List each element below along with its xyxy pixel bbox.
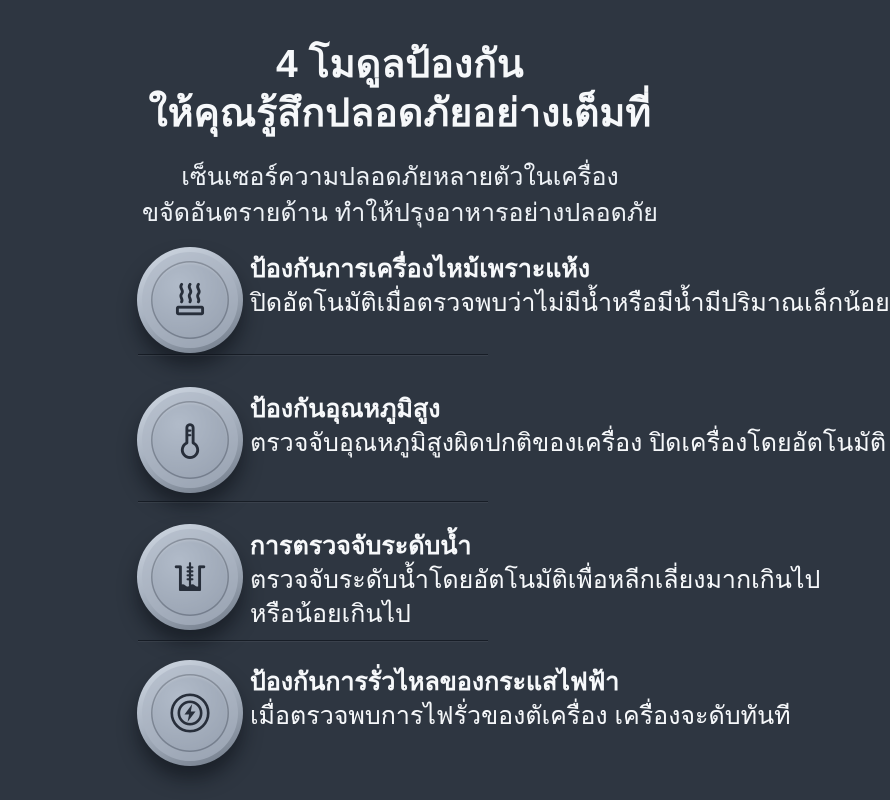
- disc-face: [151, 401, 229, 479]
- page-title-line-2: ให้คุณรู้สึกปลอดภัยอย่างเต็มที่: [148, 92, 652, 135]
- feature-water-level-detection: [137, 524, 821, 631]
- header: [0, 40, 800, 231]
- divider: [138, 501, 488, 503]
- feature-description: เมื่อตรวจพบการไฟรั่วของตัเครื่อง เครื่องจะดับทันที: [250, 702, 791, 730]
- divider: [138, 354, 488, 356]
- feature-text: [250, 660, 791, 733]
- water-level-glyph: [166, 553, 214, 601]
- feature-heading: ป้องกันอุณหภูมิสูง: [250, 395, 441, 423]
- divider: [138, 640, 488, 642]
- electric-leakage-icon: [137, 660, 243, 766]
- thermometer-glyph: [166, 416, 214, 464]
- feature-heading: ป้องกันการเครื่องไหม้เพราะแห้ง: [250, 255, 591, 283]
- feature-dry-burn-protection: [137, 247, 890, 353]
- feature-description: หรือน้อยเกินไป: [250, 600, 411, 628]
- feature-text: [250, 524, 821, 631]
- subtitle-line-1: เซ็นเซอร์ความปลอดภัยหลายตัวในเครื่อง: [181, 163, 619, 191]
- lightning-bolt-glyph: [166, 689, 214, 737]
- feature-description: ปิดอัตโนมัติเมื่อตรวจพบว่าไม่มีน้ำหรือมีน้ำมีปริมาณเล็กน้อย: [250, 289, 890, 317]
- subtitle: [0, 159, 800, 231]
- disc-face: [151, 261, 229, 339]
- feature-heading: ป้องกันการรั่วไหลของกระแสไฟฟ้า: [250, 668, 620, 696]
- feature-heading: การตรวจจับระดับน้ำ: [250, 532, 472, 560]
- disc-face: [151, 538, 229, 616]
- subtitle-line-2: ขจัดอันตรายด้าน ทำให้ปรุงอาหารอย่างปลอดภัย: [142, 199, 658, 227]
- thermometer-icon: [137, 387, 243, 493]
- dry-burn-steam-icon: [137, 247, 243, 353]
- feature-text: [250, 387, 887, 460]
- feature-leakage-protection: [137, 660, 792, 766]
- disc-face: [151, 674, 229, 752]
- water-level-icon: [137, 524, 243, 630]
- feature-text: [250, 247, 890, 320]
- steam-over-plate-glyph: [166, 276, 214, 324]
- feature-description: ตรวจจับระดับน้ำโดยอัตโนมัติเพื่อหลีกเลี่ยงมากเกินไป: [250, 566, 821, 594]
- feature-description: ตรวจจับอุณหภูมิสูงผิดปกติของเครื่อง ปิดเครื่องโดยอัตโนมัติ: [250, 429, 887, 457]
- feature-overheat-protection: [137, 387, 887, 493]
- page-title-line-1: 4 โมดูลป้องกัน: [275, 43, 525, 86]
